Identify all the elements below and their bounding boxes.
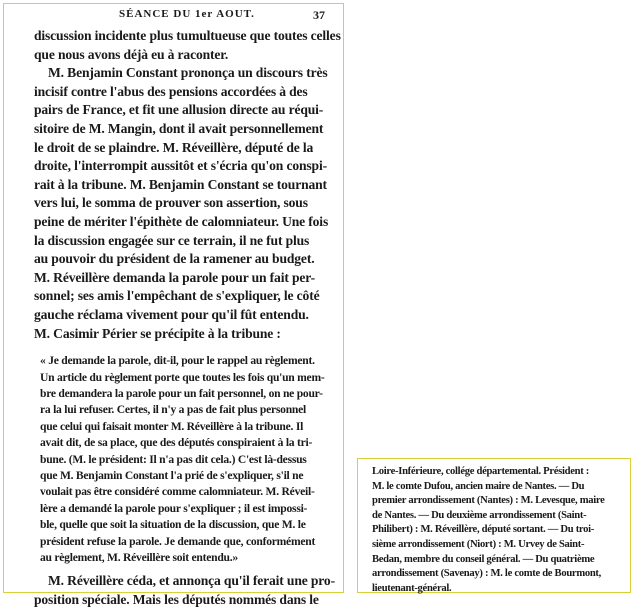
quote-line: Un article du règlement porte que toutes les fois qu'un mem- — [40, 370, 325, 384]
text-line: au pouvoir du président de la ramener au budget. — [34, 251, 315, 267]
text-line: discussion incidente plus tumultueuse que toutes celles — [34, 28, 341, 43]
quote-line: ble, quelle que soit la situation de la discussion, que M. le — [40, 518, 306, 532]
excerpt-line: sième arrondissement (Niort) : M. Urvey de Saint- — [372, 538, 585, 550]
text-line: le droit de se plaindre. M. Réveillère, député de la — [34, 139, 314, 155]
quote-line: président refuse la parole. Je demande que, conformément — [40, 534, 316, 548]
footnote-excerpt — [357, 458, 631, 593]
text-line: rait à la tribune. M. Benjamin Constant se tournant — [34, 176, 327, 192]
quote-line: lère a demandé la parole pour s'expliquer ; il est impossi- — [40, 501, 308, 515]
quote-line: voulait pas être considéré comme calomniateur. M. Réveil- — [40, 485, 315, 499]
quote-line: avait dit, de sa place, que des députés conspiraient à la tri- — [40, 436, 313, 450]
text-line: M. Réveillère demanda la parole pour un fait per- — [34, 269, 315, 285]
quote-line: « Je demande la parole, dit-il, pour le rappel au règlement. — [40, 354, 315, 368]
text-line: vers lui, le somma de prouver son assertion, sous — [34, 195, 308, 211]
excerpt-line: Philibert) : M. Réveillère, député sortant. — Du troi- — [372, 524, 595, 536]
excerpt-line: Loire-Inférieure, collége départemental. Président : — [372, 466, 590, 477]
excerpt-line: arrondissement (Savenay) : M. le comte de Bourmont, — [372, 568, 602, 580]
text-line: que nous avons déjà eu à raconter. — [34, 46, 229, 62]
text-line: position spéciale. Mais les députés nommés dans le — [34, 591, 319, 607]
excerpt-line: premier arrondissement (Nantes) : M. Levesque, maire — [372, 495, 605, 507]
text-line: M. Casimir Périer se précipite à la tribune : — [34, 325, 281, 341]
running-title: SÉANCE DU 1er AOUT. — [119, 8, 255, 20]
running-head — [4, 8, 343, 24]
quote-line: bre demandera la parole pour un fait personnel, on ne pour- — [40, 386, 323, 400]
excerpt-line: M. le comte Dufou, ancien maire de Nantes. — Du — [372, 480, 585, 492]
text-line: sitoire de M. Mangin, dont il avait personnellement — [34, 120, 324, 136]
text-line: gauche réclama vivement pour qu'il fût entendu. — [34, 306, 309, 322]
text-line: sonnel; ses amis l'empêchant de s'expliquer, le côté — [34, 288, 320, 304]
excerpt-line: lieutenant-général. — [372, 582, 452, 594]
book-page — [3, 3, 344, 607]
quote-line: que M. Benjamin Constant l'a prié de s'expliquer, s'il ne — [40, 468, 304, 482]
text-line: peine de mériter l'épithète de calomniateur. Une fois — [34, 213, 329, 229]
quote-line: au règlement, M. Réveillère soit entendu.» — [40, 550, 238, 564]
text-line: incisif contre l'abus des pensions accordées à des — [34, 83, 308, 99]
quote-line: que celui qui faisait monter M. Réveillère à la tribune. Il — [40, 419, 304, 433]
quote-line: bune. (M. le président: Il n'a pas dit cela.) C'est là-dessus — [40, 452, 307, 466]
excerpt-line: de Nantes. — Du deuxième arrondissement (Saint- — [372, 509, 587, 521]
text-line: la discussion engagée sur ce terrain, il ne fut plus — [34, 232, 310, 248]
page-number: 37 — [313, 8, 325, 22]
quote-line: ra la lui refuser. Certes, il n'y a pas de fait plus personnel — [40, 403, 306, 417]
excerpt-text — [372, 465, 628, 596]
body-text — [34, 27, 341, 610]
excerpt-line: Bedan, membre du conseil général. — Du quatrième — [372, 553, 595, 565]
spacer — [34, 343, 334, 353]
text-line: pairs de France, et fit une allusion directe au réqui- — [34, 102, 324, 118]
text-line: droite, l'interrompit aussitôt et s'écria qu'on conspi- — [34, 158, 327, 174]
text-line: M. Réveillère céda, et annonça qu'il ferait une pro- — [48, 573, 335, 589]
quotation-block — [34, 353, 334, 566]
text-line: M. Benjamin Constant prononça un discours très — [48, 65, 328, 81]
